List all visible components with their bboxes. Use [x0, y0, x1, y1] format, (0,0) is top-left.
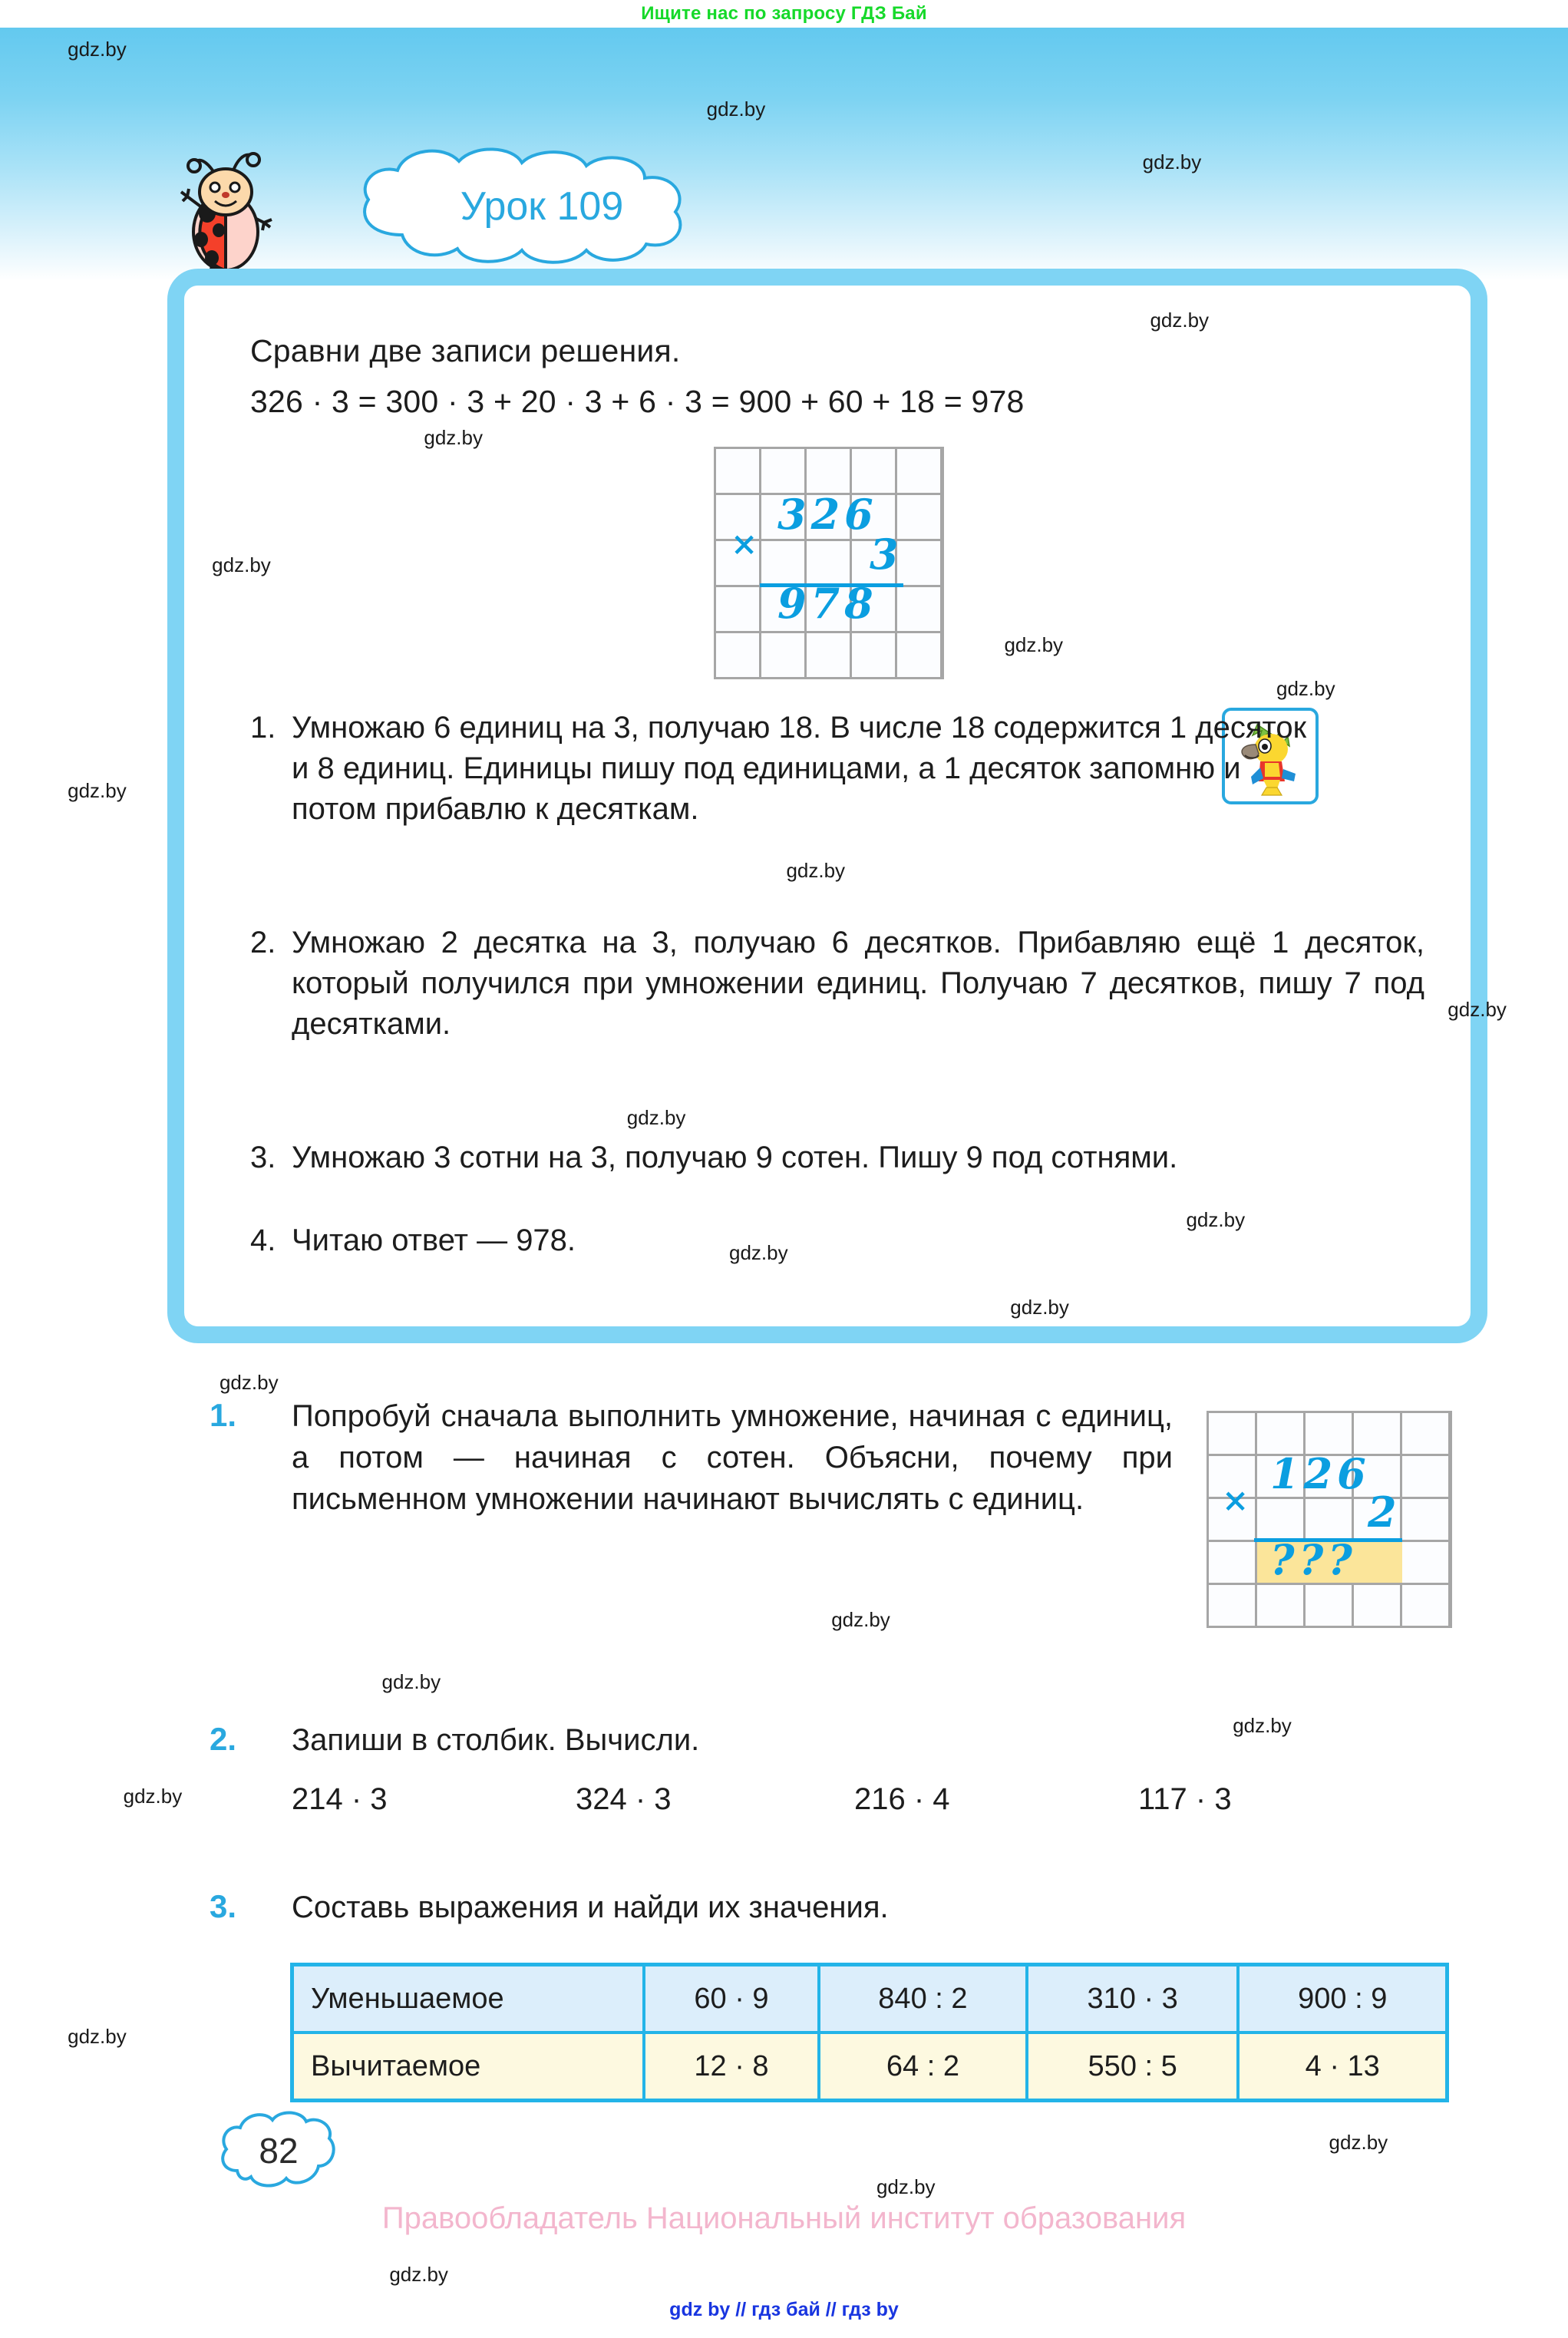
table-row — [292, 1965, 1448, 2033]
watermark: gdz.by — [786, 859, 846, 883]
watermark: gdz.by — [68, 779, 127, 803]
promo-banner-text: Ищите нас по запросу ГДЗ Бай — [641, 3, 927, 24]
watermark: gdz.by — [1142, 150, 1202, 173]
table-cell: 12 · 8 — [644, 2033, 819, 2101]
lesson-step-2-number: 2. — [250, 926, 276, 959]
grid-operator-326: × — [731, 525, 758, 563]
table-row — [292, 2033, 1448, 2101]
grid-product-126: ??? — [1270, 1535, 1357, 1584]
watermark: gdz.by — [68, 38, 127, 61]
grid-operator-126: × — [1222, 1481, 1249, 1519]
table-row-label: Уменьшаемое — [292, 1965, 645, 2033]
page-number-cloud — [217, 2109, 340, 2192]
lesson-step-3 — [250, 1138, 1424, 1178]
watermark: gdz.by — [219, 1370, 279, 1394]
watermark: gdz.by — [1004, 633, 1064, 657]
watermark: gdz.by — [68, 2025, 127, 2049]
table-cell: 4 · 13 — [1238, 2033, 1447, 2101]
exercise-3-text: Составь выражения и найди их значения. — [292, 1891, 889, 1924]
lesson-step-4-number: 4. — [250, 1223, 276, 1257]
table-cell: 550 : 5 — [1027, 2033, 1239, 2101]
footer-links[interactable]: gdz by // гдз бай // гдз by — [669, 2299, 899, 2320]
watermark: gdz.by — [212, 553, 271, 577]
lesson-step-2 — [250, 923, 1424, 1045]
table-cell: 840 : 2 — [819, 1965, 1027, 2033]
lesson-step-3-number: 3. — [250, 1141, 276, 1174]
watermark: gdz.by — [626, 1105, 686, 1129]
lesson-step-1 — [250, 708, 1325, 831]
exercise-2-problem-4: 117 · 3 — [1138, 1782, 1232, 1816]
lesson-step-4-text: Читаю ответ — 978. — [292, 1223, 576, 1257]
table-cell: 900 : 9 — [1238, 1965, 1447, 2033]
panel-heading: Сравни две записи решения. — [250, 333, 681, 368]
exercise-3-number: 3. — [210, 1888, 237, 1924]
lesson-step-1-text: Умножаю 6 единиц на 3, получаю 18. В числе 18 содержится 1 десяток и 8 единиц. Единицы пишу под единицами, а 1 десяток запомню и потом прибавлю к десяткам. — [292, 711, 1307, 827]
exercise-1-text: Попробуй сначала выполнить умножение, начиная с единиц, а потом — начиная с сотен. Объясни, почему при письменном умножении начинают вычислять с единиц. — [292, 1399, 1173, 1516]
lesson-title-text: Урок 109 — [460, 183, 624, 229]
watermark: gdz.by — [876, 2175, 936, 2199]
watermark: gdz.by — [1010, 1295, 1069, 1319]
watermark: gdz.by — [1276, 677, 1335, 701]
table-row-label: Вычитаемое — [292, 2033, 645, 2101]
table-cell: 60 · 9 — [644, 1965, 819, 2033]
watermark: gdz.by — [706, 97, 766, 121]
exercise-3-table — [290, 1963, 1449, 2102]
exercise-1-number: 1. — [210, 1397, 237, 1433]
exercise-2-problem-3: 216 · 4 — [854, 1782, 950, 1816]
watermark: gdz.by — [729, 1241, 788, 1265]
grid-multiplier-126: 2 — [1368, 1488, 1401, 1537]
exercise-2-text: Запиши в столбик. Вычисли. — [292, 1723, 700, 1757]
exercise-2-number: 2. — [210, 1721, 237, 1757]
watermark: gdz.by — [381, 1669, 441, 1693]
grid-multiplicand-126: 126 — [1270, 1449, 1371, 1498]
lesson-panel — [167, 269, 1487, 1343]
exercise-2-problem-2: 324 · 3 — [576, 1782, 672, 1816]
lesson-step-3-text: Умножаю 3 сотни на 3, получаю 9 сотен. Пишу 9 под сотнями. — [292, 1141, 1178, 1174]
watermark: gdz.by — [1186, 1207, 1246, 1231]
watermark: gdz.by — [424, 425, 483, 449]
grid-multiplier-326: 3 — [870, 530, 903, 579]
table-cell: 310 · 3 — [1027, 1965, 1239, 2033]
panel-equation: 326 · 3 = 300 · 3 + 20 · 3 + 6 · 3 = 900 + 60 + 18 = 978 — [250, 384, 1025, 419]
watermark: gdz.by — [1448, 997, 1507, 1021]
watermark: gdz.by — [123, 1784, 183, 1808]
table-cell: 64 : 2 — [819, 2033, 1027, 2101]
page-number-text: 82 — [259, 2131, 299, 2171]
column-multiplication-grid-326 — [714, 447, 942, 677]
watermark: gdz.by — [389, 2262, 448, 2286]
lesson-step-2-text: Умножаю 2 десятка на 3, получаю 6 десятков. Прибавляю ещё 1 десяток, который получился при умножении единиц. Получаю 7 десятков, пишу 7 под десятками. — [292, 926, 1424, 1042]
lesson-title-cloud — [347, 143, 731, 269]
watermark: gdz.by — [1329, 2130, 1388, 2154]
grid-product-326: 978 — [777, 579, 878, 628]
promo-banner — [0, 0, 1568, 28]
copyright-notice: Правообладатель Национальный институт образования — [381, 2201, 1187, 2235]
watermark: gdz.by — [831, 1608, 890, 1632]
exercise-2-problems — [292, 1782, 1297, 1817]
watermark: gdz.by — [1233, 1713, 1292, 1737]
grid-multiplicand-326: 326 — [777, 490, 878, 539]
lesson-step-4 — [250, 1220, 1424, 1261]
watermark: gdz.by — [1150, 308, 1210, 332]
exercise-2-problem-1: 214 · 3 — [292, 1782, 388, 1816]
lesson-step-1-number: 1. — [250, 711, 276, 745]
ladybug-mascot-icon — [178, 137, 278, 282]
column-multiplication-grid-126 — [1207, 1411, 1450, 1626]
